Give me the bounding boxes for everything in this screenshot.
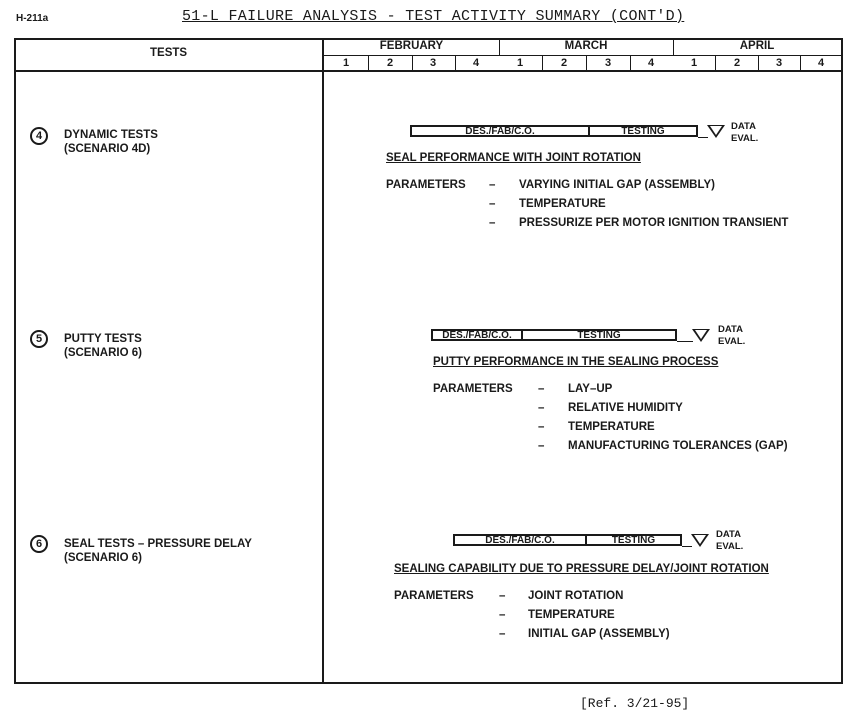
test-name: SEAL TESTS – PRESSURE DELAY (64, 538, 252, 550)
design-fab-segment: DES./FAB/C.O. (442, 330, 512, 341)
parameters-label: PARAMETERS (433, 383, 513, 395)
eval-connector (677, 341, 693, 342)
week-separator (542, 55, 543, 71)
week-separator (368, 55, 369, 71)
bullet-dash: – (499, 609, 506, 621)
testing-segment: TESTING (588, 127, 696, 135)
bullet-dash: – (538, 440, 545, 452)
data-eval-label: DATA (718, 324, 743, 335)
week-number: 1 (342, 57, 350, 69)
parameter-item: TEMPERATURE (519, 198, 606, 210)
parameter-item: INITIAL GAP (ASSEMBLY) (528, 628, 670, 640)
testing-segment: TESTING (521, 331, 675, 339)
week-number: 1 (690, 57, 698, 69)
data-eval-milestone (707, 125, 725, 138)
reference-note: [Ref. 3/21-95] (580, 696, 690, 711)
week-number: 4 (817, 57, 825, 69)
week-separator (715, 55, 716, 71)
data-eval-label: DATA (731, 121, 756, 132)
test-name: DYNAMIC TESTS (64, 129, 158, 141)
week-number: 4 (472, 57, 480, 69)
test-scenario: (SCENARIO 4D) (64, 143, 151, 155)
parameters-label: PARAMETERS (394, 590, 474, 602)
design-fab-segment: DES./FAB/C.O. (465, 126, 535, 137)
parameter-item: VARYING INITIAL GAP (ASSEMBLY) (519, 179, 715, 191)
bullet-dash: – (538, 402, 545, 414)
bullet-dash: – (538, 421, 545, 433)
test-name: PUTTY TESTS (64, 333, 142, 345)
test-scenario: (SCENARIO 6) (64, 347, 142, 359)
data-eval-label: EVAL. (716, 541, 744, 552)
week-number: 2 (560, 57, 568, 69)
parameter-item: MANUFACTURING TOLERANCES (GAP) (568, 440, 788, 452)
bullet-dash: – (538, 383, 545, 395)
test-number-badge: 4 (30, 127, 48, 145)
bullet-dash: – (499, 590, 506, 602)
week-separator (586, 55, 587, 71)
data-eval-label: EVAL. (718, 336, 746, 347)
parameter-item: TEMPERATURE (528, 609, 615, 621)
month-february: FEBRUARY (379, 40, 444, 52)
data-eval-label: EVAL. (731, 133, 759, 144)
month-march: MARCH (564, 40, 608, 52)
parameters-label: PARAMETERS (386, 179, 466, 191)
week-number: 2 (733, 57, 741, 69)
month-divider-line (324, 55, 841, 56)
bullet-dash: – (489, 198, 496, 210)
page-title: 51-L FAILURE ANALYSIS - TEST ACTIVITY SUMMARY (CONT'D) (182, 8, 685, 25)
test-subtitle: SEALING CAPABILITY DUE TO PRESSURE DELAY/JOINT ROTATION (394, 563, 769, 575)
data-eval-milestone (692, 329, 710, 342)
data-eval-milestone (691, 534, 709, 547)
week-number: 3 (429, 57, 437, 69)
tests-column-header: TESTS (150, 47, 188, 59)
schedule-bar (431, 329, 677, 341)
bullet-dash: – (489, 217, 496, 229)
design-fab-segment: DES./FAB/C.O. (485, 535, 555, 546)
month-april: APRIL (739, 40, 775, 52)
parameter-item: PRESSURIZE PER MOTOR IGNITION TRANSIENT (519, 217, 789, 229)
test-scenario: (SCENARIO 6) (64, 552, 142, 564)
week-number: 3 (775, 57, 783, 69)
parameter-item: LAY–UP (568, 383, 613, 395)
test-number-badge: 6 (30, 535, 48, 553)
week-number: 3 (604, 57, 612, 69)
week-number: 1 (516, 57, 524, 69)
schedule-bar (453, 534, 682, 546)
header-bottom-rule (14, 70, 843, 72)
week-number: 4 (647, 57, 655, 69)
parameter-item: JOINT ROTATION (528, 590, 624, 602)
document-id: H-211a (16, 13, 49, 24)
week-number: 2 (386, 57, 394, 69)
test-subtitle: PUTTY PERFORMANCE IN THE SEALING PROCESS (433, 356, 719, 368)
parameter-item: RELATIVE HUMIDITY (568, 402, 683, 414)
test-subtitle: SEAL PERFORMANCE WITH JOINT ROTATION (386, 152, 641, 164)
testing-segment: TESTING (585, 536, 680, 544)
bullet-dash: – (489, 179, 496, 191)
parameter-item: TEMPERATURE (568, 421, 655, 433)
data-eval-label: DATA (716, 529, 741, 540)
test-number-badge: 5 (30, 330, 48, 348)
column-divider (322, 38, 324, 684)
bullet-dash: – (499, 628, 506, 640)
schedule-bar (410, 125, 698, 137)
